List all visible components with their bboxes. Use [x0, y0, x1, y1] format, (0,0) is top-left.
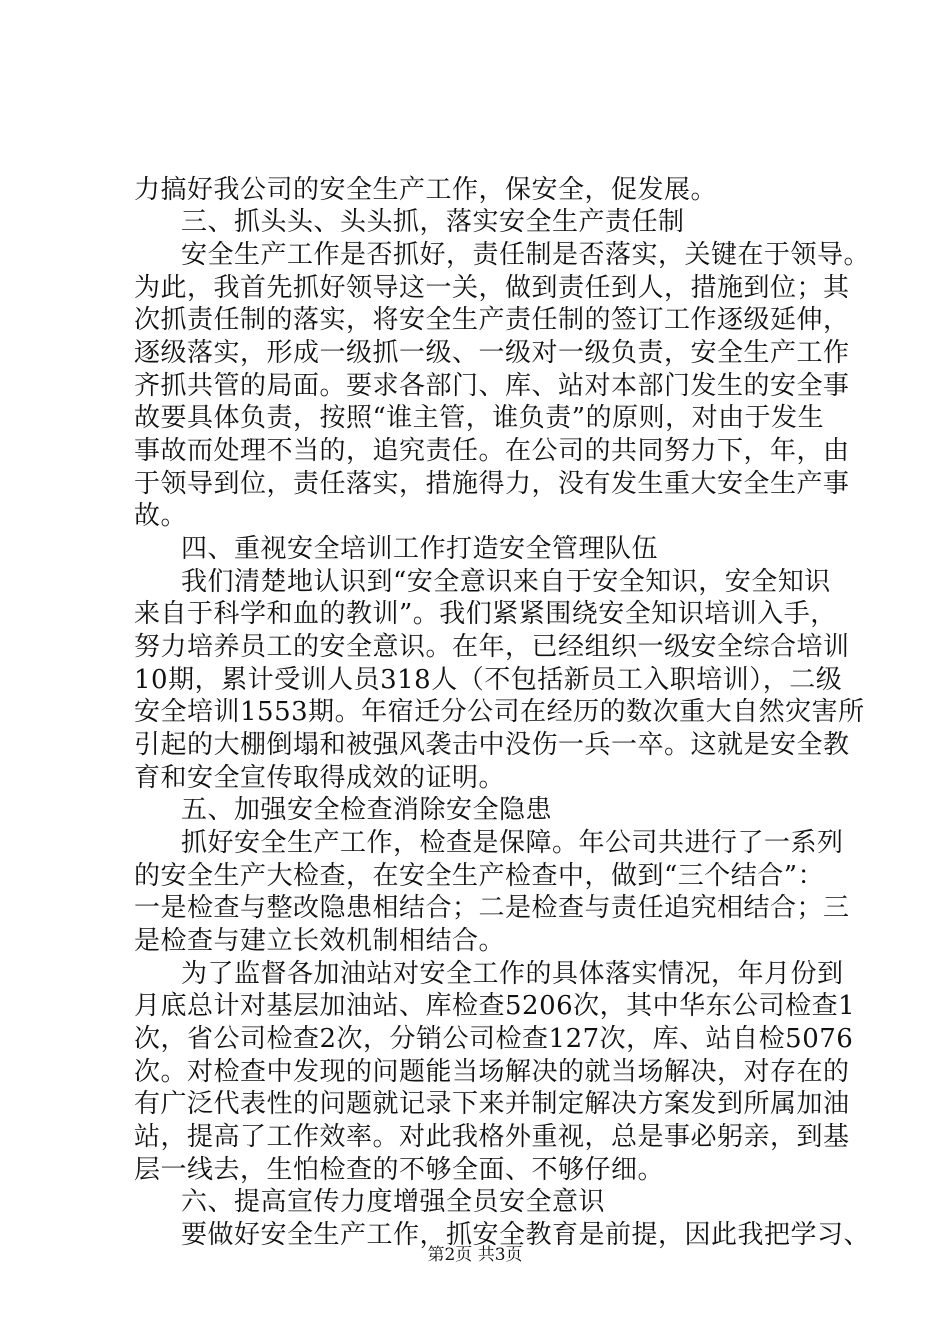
- body-line: 为此，我首先抓好领导这一关，做到责任到人，措施到位；其: [134, 273, 850, 303]
- body-line: 故。: [134, 501, 188, 531]
- body-line: 次，省公司检查2次，分销公司检查127次，库、站自检5076: [134, 1024, 854, 1054]
- body-line: 育和安全宣传取得成效的证明。: [134, 763, 506, 793]
- body-line: 有广泛代表性的问题就记录下来并制定解决方案发到所属加油: [134, 1089, 850, 1119]
- paragraph-first-line: 要做好安全生产工作，抓安全教育是前提，因此我把学习、: [181, 1220, 871, 1250]
- body-line: 是检查与建立长效机制相结合。: [134, 926, 506, 956]
- body-line: 层一线去，生怕检查的不够全面、不够仔细。: [134, 1155, 665, 1185]
- paragraph-first-line: 抓好安全生产工作，检查是保障。年公司共进行了一系列: [181, 828, 844, 858]
- section-heading: 四、重视安全培训工作打造安全管理队伍: [181, 534, 659, 564]
- body-line: 次。对检查中发现的问题能当场解决的就当场解决，对存在的: [134, 1057, 850, 1087]
- body-line: 10期，累计受训人员318人（不包括新员工入职培训），二级: [134, 665, 843, 695]
- paragraph-first-line: 为了监督各加油站对安全工作的具体落实情况，年月份到: [181, 959, 844, 989]
- body-line: 月底总计对基层加油站、库检查5206次，其中华东公司检查1: [134, 991, 856, 1021]
- body-line: 故要具体负责，按照“谁主管，谁负责”的原则，对由于发生: [134, 403, 825, 433]
- body-line: 次抓责任制的落实，将安全生产责任制的签订工作逐级延伸，: [134, 305, 850, 335]
- body-line: 事故而处理不当的，追究责任。在公司的共同努力下，年，由: [134, 436, 850, 466]
- body-line: 的安全生产大检查，在安全生产检查中，做到“三个结合”：: [134, 861, 825, 891]
- body-line: 来自于科学和血的教训”。我们紧紧围绕安全知识培训入手，: [134, 599, 837, 629]
- body-line: 逐级落实，形成一级抓一级、一级对一级负责，安全生产工作: [134, 338, 850, 368]
- body-line: 一是检查与整改隐患相结合；二是检查与责任追究相结合；三: [134, 893, 850, 923]
- body-line: 于领导到位，责任落实，措施得力，没有发生重大安全生产事: [134, 469, 850, 499]
- paragraph-first-line: 安全生产工作是否抓好，责任制是否落实，关键在于领导。: [181, 240, 871, 270]
- body-line: 齐抓共管的局面。要求各部门、库、站对本部门发生的安全事: [134, 371, 850, 401]
- section-heading: 三、抓头头、头头抓，落实安全生产责任制: [181, 207, 685, 237]
- body-line: 站，提高了工作效率。对此我格外重视，总是事必躬亲，到基: [134, 1122, 850, 1152]
- body-line: 努力培养员工的安全意识。在年，已经组织一级安全综合培训: [134, 632, 850, 662]
- page-footer: 第2页 共3页: [427, 1245, 523, 1265]
- section-heading: 六、提高宣传力度增强全员安全意识: [181, 1187, 606, 1217]
- body-line: 引起的大棚倒塌和被强风袭击中没伤一兵一卒。这就是安全教: [134, 730, 850, 760]
- paragraph-first-line: 我们清楚地认识到“安全意识来自于安全知识，安全知识: [181, 567, 831, 597]
- body-line: 安全培训1553期。年宿迁分公司在经历的数次重大自然灾害所: [134, 697, 865, 727]
- section-heading: 五、加强安全检查消除安全隐患: [181, 795, 553, 825]
- body-line: 力搞好我公司的安全生产工作，保安全，促发展。: [134, 175, 718, 205]
